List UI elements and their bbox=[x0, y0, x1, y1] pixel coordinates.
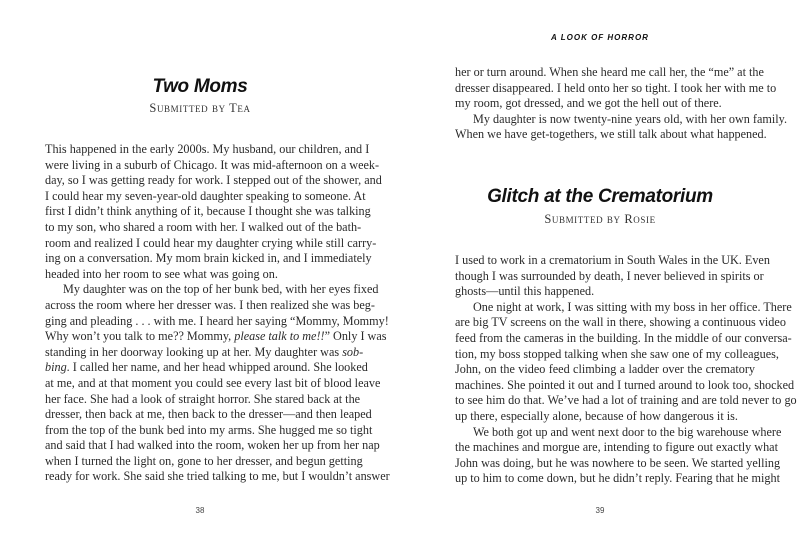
text-line bbox=[455, 253, 770, 269]
story-byline: Submitted by Tea bbox=[149, 101, 251, 115]
text-run: at me, and at that moment you could see every last bit of blood leave bbox=[45, 375, 381, 390]
text-run: My daughter was on the top of her bunk bed, with her eyes fixed bbox=[63, 282, 379, 297]
text-line bbox=[45, 469, 390, 485]
text-line bbox=[455, 80, 777, 97]
text-line bbox=[45, 142, 370, 158]
story-continuation bbox=[455, 65, 787, 143]
story-title: Two Moms bbox=[152, 76, 248, 97]
text-line bbox=[45, 329, 387, 345]
text-run: John, on the video feed climbing a ladder over the crematory bbox=[455, 362, 755, 377]
text-run: to my son, who shared a room with her. I walked out of the bath- bbox=[45, 219, 362, 234]
text-run: to see him do that. We’ve had a lot of training and are told never to go bbox=[455, 393, 797, 408]
text-run: were living in a suburb of Chicago. It was mid-afternoon on a week- bbox=[45, 157, 380, 172]
text-line bbox=[455, 96, 755, 112]
text-line bbox=[455, 299, 792, 316]
text-line bbox=[45, 375, 381, 392]
text-run: When we have get-togethers, we still talk about what happened. bbox=[455, 127, 767, 142]
text-line bbox=[45, 422, 373, 439]
text-line bbox=[45, 157, 380, 174]
text-run: One night at work, I was sitting with my boss in her office. There bbox=[473, 299, 792, 314]
text-run: and said that I had walked into the room, woken her up from her nap bbox=[45, 438, 380, 453]
text-run: feed from the cameras in the building. In the middle of our conversa- bbox=[455, 330, 792, 345]
text-line bbox=[455, 424, 782, 441]
italic-text: please talk to me!! bbox=[234, 329, 325, 344]
text-run: the machines and morgue are, intending to figure out exactly what bbox=[455, 440, 778, 455]
text-line bbox=[455, 111, 787, 128]
italic-text: bing bbox=[45, 360, 67, 375]
text-run: across the room where her dresser was. I then realized she was beg- bbox=[45, 297, 375, 312]
text-run: standing in her doorway looking up at her. My daughter was bbox=[45, 344, 343, 359]
text-run: though I was surrounded by death, I never believed in spirits or bbox=[455, 268, 764, 283]
text-run: This happened in the early 2000s. My husband, our children, and I bbox=[45, 142, 370, 156]
text-line bbox=[45, 297, 375, 314]
text-run: dresser, then back at me, then back to the dresser—and then leaped bbox=[45, 407, 372, 422]
text-line bbox=[455, 284, 755, 300]
text-line bbox=[45, 251, 372, 267]
text-line bbox=[45, 313, 389, 330]
italic-text: sob- bbox=[342, 344, 364, 359]
text-line bbox=[455, 127, 767, 143]
text-run: up there, especially alone, because of how dangerous it is. bbox=[455, 408, 738, 423]
text-line bbox=[455, 393, 797, 409]
text-line bbox=[45, 219, 362, 236]
text-run: her or turn around. When she heard me call her, the “me” at the bbox=[455, 65, 764, 79]
text-run: ghosts—until this happened. bbox=[455, 284, 595, 299]
text-run: I could hear my seven-year-old daughter speaking to someone. At bbox=[45, 188, 366, 203]
text-line bbox=[45, 204, 371, 220]
text-line bbox=[455, 471, 780, 487]
text-run: John was doing, but he was nowhere to be seen. We started yelling bbox=[455, 455, 781, 470]
text-line bbox=[45, 391, 361, 408]
text-run: are big TV screens on the wall in there, showing a continuous video bbox=[455, 315, 786, 330]
text-run: machines. She pointed it out and I turned around to look too, shocked bbox=[455, 377, 795, 392]
text-run: ing on a conversation. My mom brain kicked in, and I immediately bbox=[45, 251, 372, 266]
text-line bbox=[45, 360, 368, 376]
text-line bbox=[45, 438, 380, 454]
text-run: I used to work in a crematorium in South Wales in the UK. Even bbox=[455, 253, 770, 267]
text-line bbox=[45, 267, 345, 283]
text-line bbox=[455, 346, 779, 363]
text-line bbox=[455, 330, 792, 347]
text-run: when I turned the light on, gone to her dresser, and begun getting bbox=[45, 453, 363, 468]
text-run: . I called her name, and her head whipped around. She looked bbox=[66, 360, 368, 375]
right-page bbox=[400, 0, 800, 546]
text-run: Why won’t you talk to me?? Mommy, bbox=[45, 329, 235, 344]
text-run: headed into her room to see what was going on. bbox=[45, 266, 278, 281]
text-run: tion, my boss stopped talking when she saw one of my colleagues, bbox=[455, 346, 779, 361]
text-run: dresser disappeared. I held onto her so tight. I took her with me to bbox=[455, 80, 777, 95]
story-body bbox=[455, 253, 797, 487]
text-run: room and realized I could hear my daughter crying while still carry- bbox=[45, 235, 377, 250]
text-line bbox=[45, 344, 364, 361]
text-line bbox=[45, 188, 366, 205]
text-run: ging and pleading . . . with me. I heard her saying “Mommy, Mommy! bbox=[45, 313, 389, 328]
text-run: We both got up and went next door to the big warehouse where bbox=[473, 424, 782, 439]
text-run: My daughter is now twenty-nine years old, with her own family. bbox=[473, 111, 787, 126]
text-line bbox=[455, 65, 764, 81]
text-line bbox=[455, 377, 795, 394]
text-run: day, so I was getting ready for work. I stepped out of the shower, and bbox=[45, 173, 382, 188]
text-line bbox=[45, 235, 377, 252]
text-run: ” Only I was bbox=[324, 329, 387, 344]
running-head: A LOOK OF HORROR bbox=[551, 33, 649, 42]
text-run: ready for work. She said she tried talking to me, but I wouldn’t answer bbox=[45, 469, 390, 484]
text-run: her face. She had a look of straight horror. She stared back at the bbox=[45, 391, 361, 406]
text-line bbox=[455, 409, 755, 425]
text-line bbox=[455, 455, 781, 472]
text-line bbox=[45, 173, 382, 189]
text-run: first I didn’t think anything of it, because I thought she was talking bbox=[45, 204, 371, 219]
text-run: from the top of the bunk bed into my arms. She hugged me so tight bbox=[45, 422, 373, 437]
text-run: up to him to come down, but he didn’t reply. Fearing that he might bbox=[455, 471, 780, 486]
text-line bbox=[45, 282, 379, 298]
text-line bbox=[45, 453, 363, 470]
text-line bbox=[455, 362, 755, 378]
text-line bbox=[455, 440, 778, 456]
page-number: 38 bbox=[195, 506, 205, 515]
story-title: Glitch at the Crematorium bbox=[487, 186, 713, 207]
story-body bbox=[45, 142, 390, 485]
text-line bbox=[45, 407, 372, 423]
text-line bbox=[455, 268, 764, 285]
text-line bbox=[455, 315, 786, 331]
story-byline: Submitted by Rosie bbox=[544, 212, 656, 226]
text-run: my room, got dressed, and we got the hell out of there. bbox=[455, 96, 722, 111]
page-number: 39 bbox=[595, 506, 605, 515]
